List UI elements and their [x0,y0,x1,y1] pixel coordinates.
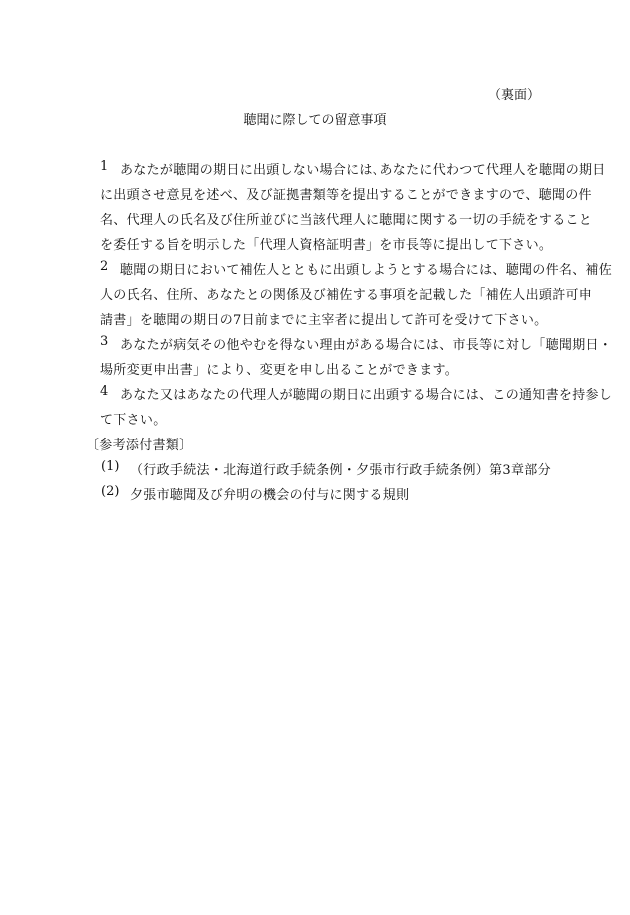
item-line: あなた又はあなたの代理人が聴聞の期日に出頭する場合には、この通知書を持参し [120,388,613,403]
item-line: 請書」を聴聞の期日の7日前までに主宰者に提出して許可を受けて下さい。 [100,313,548,328]
attachment-item: （行政手続法・北海道行政手続条例・夕張市行政手続条例）第3章部分 [130,463,551,478]
item-line: あなたが聴聞の期日に出頭しない場合には､あなたに代わつて代理人を聴聞の期日 [120,163,606,178]
item-line: 名、代理人の氏名及び住所並びに当該代理人に聴聞に関する一切の手続をすること [100,213,593,228]
attachment-number: (1) [101,459,120,474]
attachments-heading: 〔参考添付書類〕 [86,438,193,453]
page-title: 聴聞に際しての留意事項 [243,113,387,128]
item-line: を委任する旨を明示した「代理人資格証明書」を市長等に提出して下さい。 [100,238,553,253]
item-line: て下さい。 [100,413,167,428]
item-line: 場所変更申出書」により、変更を申し出ることができます。 [100,363,459,378]
attachment-item: 夕張市聴聞及び弁明の機会の付与に関する規則 [130,488,410,503]
side-label: （裏面） [488,88,541,103]
item-line: あなたが病気その他やむを得ない理由がある場合には、市長等に対し「聴聞期日・ [120,338,613,353]
item-number: 3 [100,334,109,349]
item-line: 聴聞の期日において補佐人とともに出頭しようとする場合には、聴聞の件名、補佐 [120,263,613,278]
item-line: 人の氏名、住所、あなたとの関係及び補佐する事項を記載した「補佐人出頭許可申 [100,288,593,303]
item-number: 1 [100,159,109,174]
item-number: 4 [100,384,109,399]
item-line: に出頭させ意見を述べ、及び証拠書類等を提出することができますので、聴聞の件 [100,188,592,203]
attachment-number: (2) [101,484,120,499]
item-number: 2 [100,259,109,274]
